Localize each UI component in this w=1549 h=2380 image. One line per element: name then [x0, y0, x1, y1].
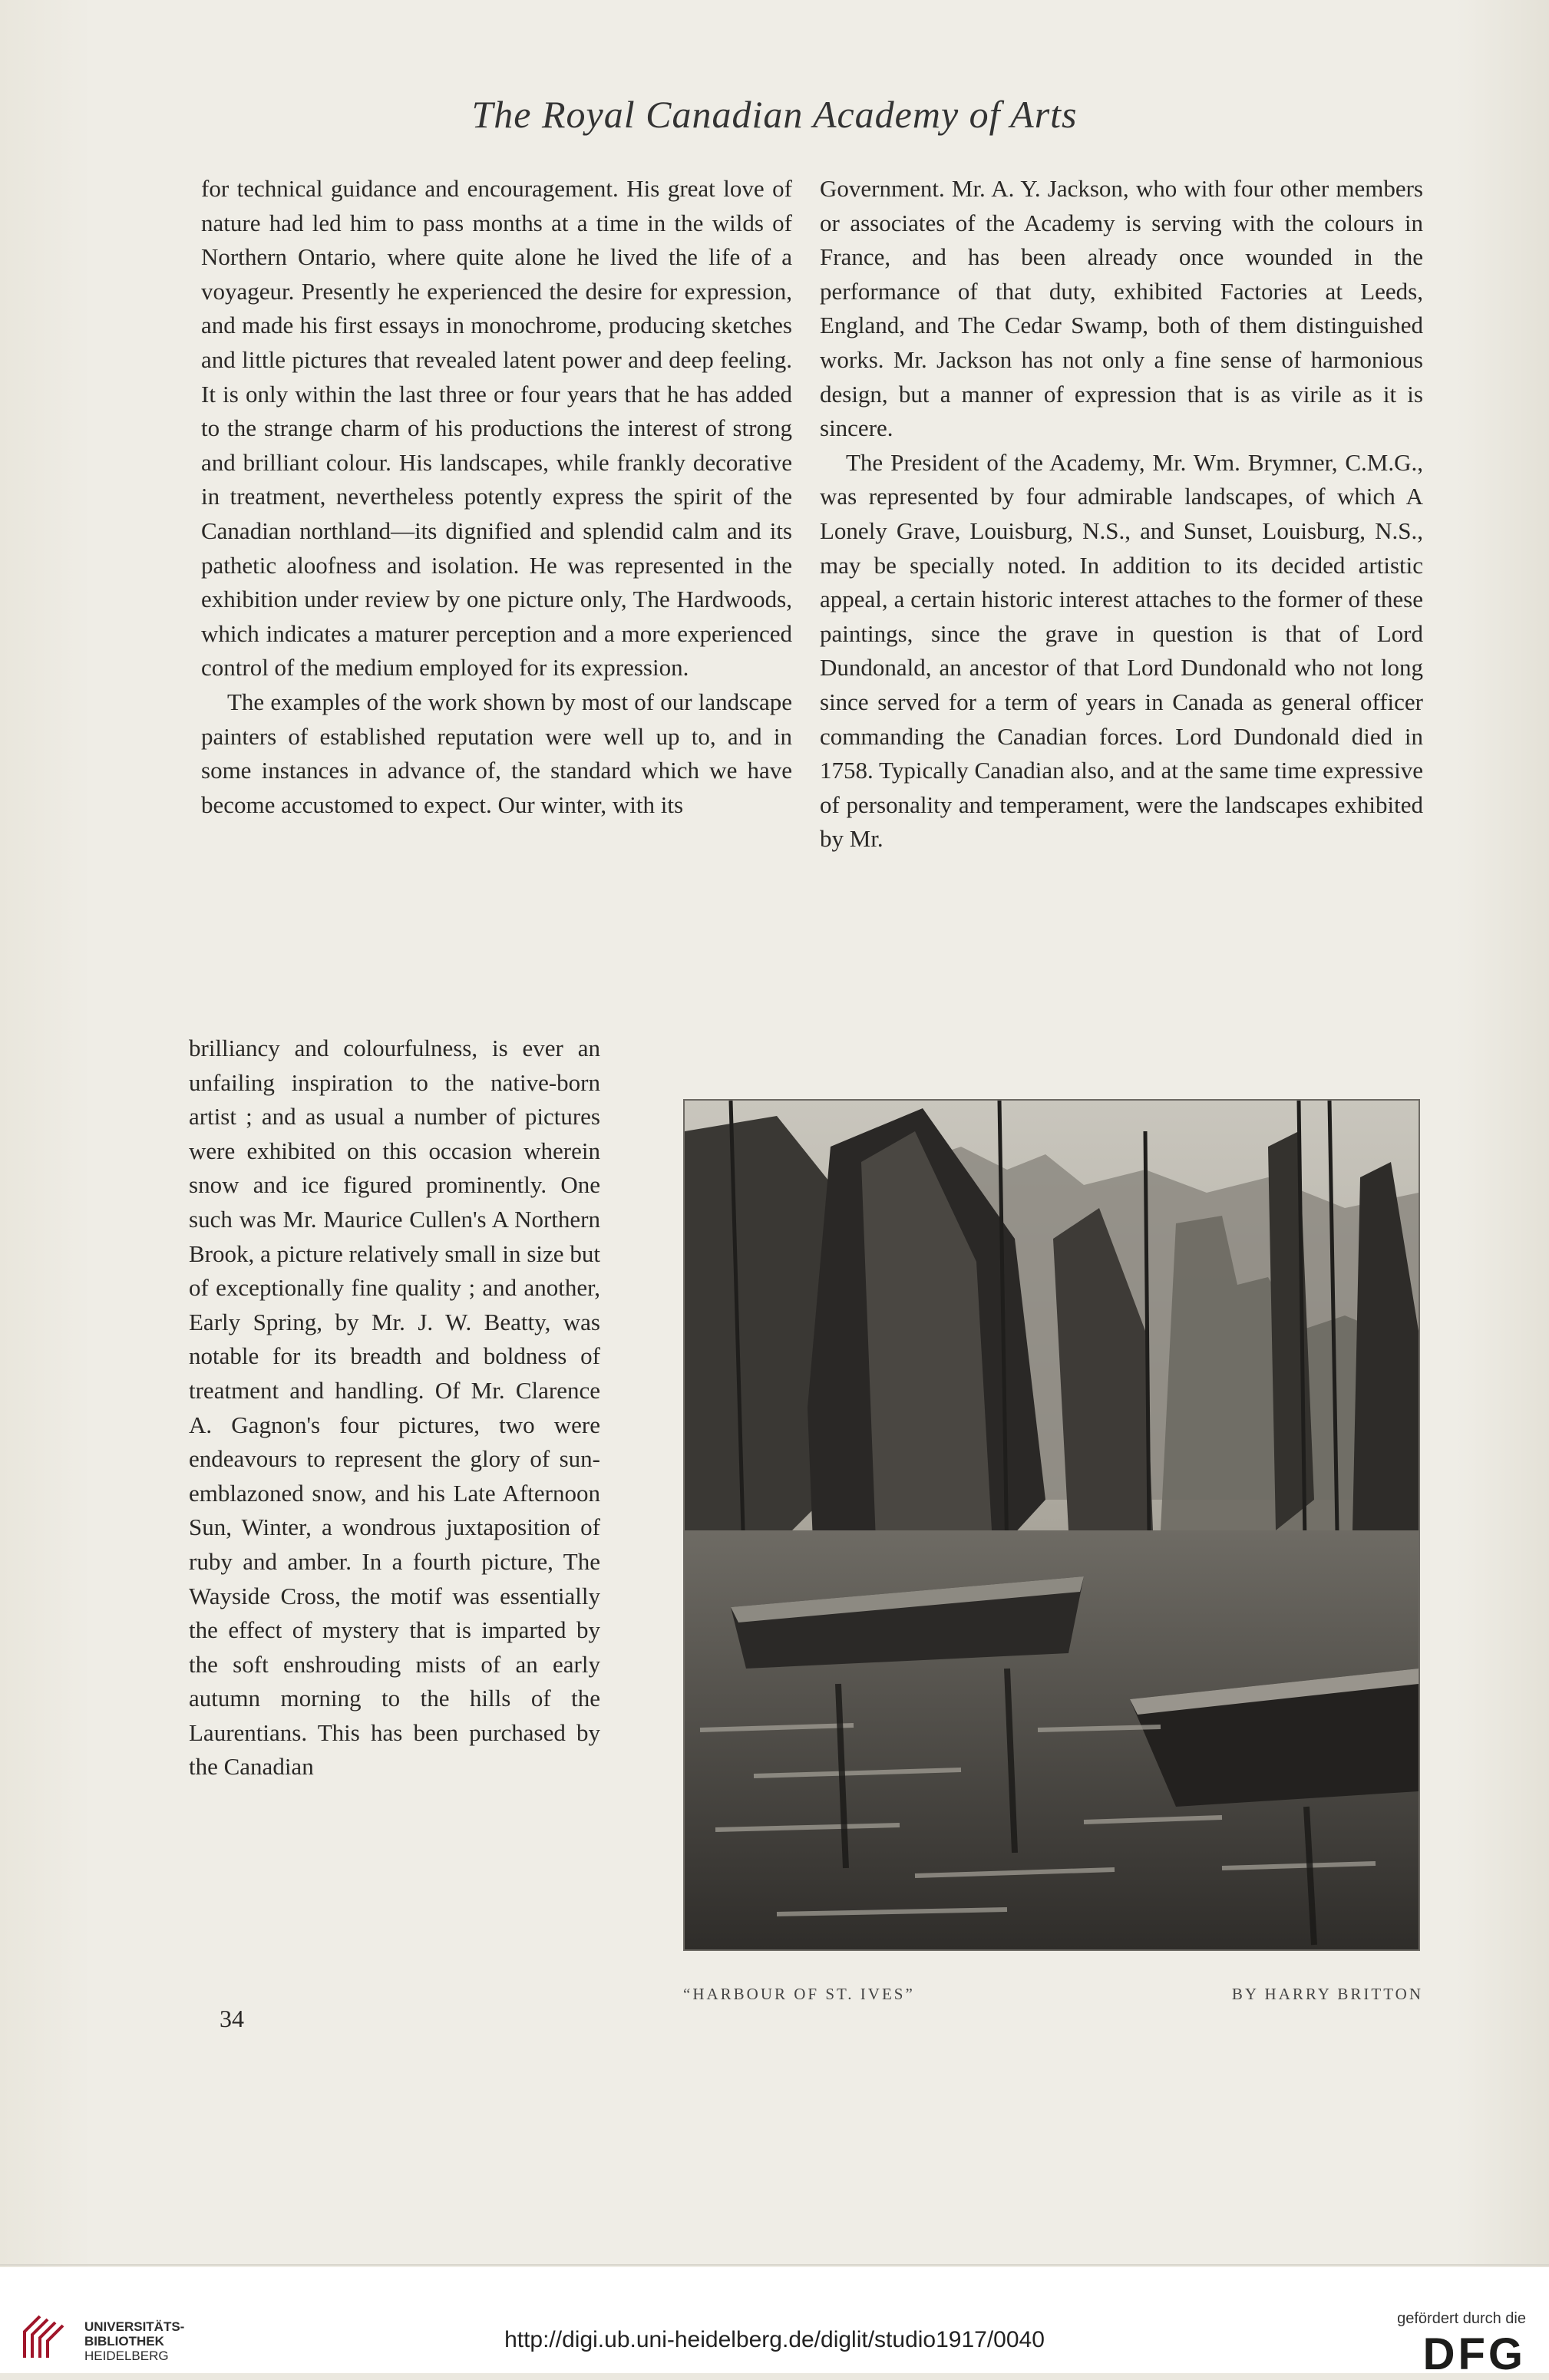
paragraph: brilliancy and colourfulness, is ever an unfailing inspiration to the native-born artist ; and as usual a number of pictures were exhibited on this occasion wherein snow and ice figured prominently. One such was Mr. Maurice Cullen's A Northern Brook, a picture relatively small in size but of exceptionally fine quality ; and another, Early Spring, by Mr. J. W. Beatty, was notable for its breadth and boldness of treatment and handling. Of Mr. Clarence A. Gagnon's four pictures, two were endeavours to represent the glory of sun-emblazoned snow, and his Late Afternoon Sun, Winter, a wondrous juxtaposition of ruby and amber. In a fourth picture, The Wayside Cross, the motif was essentially the effect of mystery that is imparted by the soft enshrouding mists of an early autumn morning to the hills of the Laurentians. This has been purchased by the Canadian	[189, 1035, 600, 1781]
library-name-line: HEIDELBERG	[84, 2349, 169, 2363]
figure-caption-title: “HARBOUR OF ST. IVES”	[683, 1985, 915, 2003]
paragraph: for technical guidance and encouragement. His great love of nature had led him to pass months at a time in the wilds of Northern Ontario, where quite alone he lived the life of a voyageur. Presently he experienced the desire for expression, and made his first essays in monochrome, producing sketches and little pictures that revealed latent power and deep feeling. It is only within the last three or four years that he has added to the strange charm of his productions the interest of strong and brilliant colour. His landscapes, while frankly decorative in treatment, nevertheless potently express the spirit of the Canadian northland—its dignified and splendid calm and its pathetic aloofness and isolation. He was represented in the exhibition under review by one picture only, The Hardwoods, which indicates a maturer perception and a more experienced control of the medium employed for its expression.	[201, 175, 792, 682]
paragraph: The examples of the work shown by most of our landscape painters of established reputation were well up to, and in some instances in advance of, the standard which we have become accustomed to expect. Our winter, with its	[201, 688, 792, 818]
harbour-painting-image	[683, 1099, 1420, 1951]
figure-caption-artist: BY HARRY BRITTON	[1231, 1985, 1423, 2003]
funding-label: gefördert durch die	[1397, 2310, 1526, 2327]
right-column	[820, 172, 1423, 857]
library-name-line: UNIVERSITÄTS-	[84, 2319, 185, 2334]
left-column-top	[201, 172, 792, 822]
dfg-logo: DFG	[1422, 2329, 1526, 2379]
paragraph: The President of the Academy, Mr. Wm. Brymner, C.M.G., was represented by four admirable landscapes, of which A Lonely Grave, Louisburg, N.S., and Sunset, Louisburg, N.S., may be specially noted. In addition to its decided artistic appeal, a certain historic interest attaches to the former of these paintings, since the grave in question is that of Lord Dundonald, an ancestor of that Lord Dundonald who not long since served for a term of years in Canada as general officer commanding the Canadian forces. Lord Dundonald died in 1758. Typically Canadian also, and at the same time expressive of personality and temperament, were the landscapes exhibited by Mr.	[820, 448, 1423, 853]
digitization-footer	[0, 2267, 1549, 2373]
page-number: 34	[220, 2005, 244, 2032]
library-name-line: BIBLIOTHEK	[84, 2334, 164, 2349]
running-title: The Royal Canadian Academy of Arts	[471, 93, 1078, 136]
footer-divider	[0, 2264, 1549, 2266]
paragraph: Government. Mr. A. Y. Jackson, who with four other members or associates of the Academy is serving with the colours in France, and has been already once wounded in the performance of that duty, exhibited Factories at Leeds, England, and The Cedar Swamp, both of them distinguished works. Mr. Jackson has not only a fine sense of harmonious design, but a manner of expression that is as virile as it is sincere.	[820, 175, 1423, 442]
permalink-url[interactable]: http://digi.ub.uni-heidelberg.de/diglit/studio1917/0040	[504, 2327, 1045, 2352]
left-column-narrow	[189, 1032, 600, 1784]
